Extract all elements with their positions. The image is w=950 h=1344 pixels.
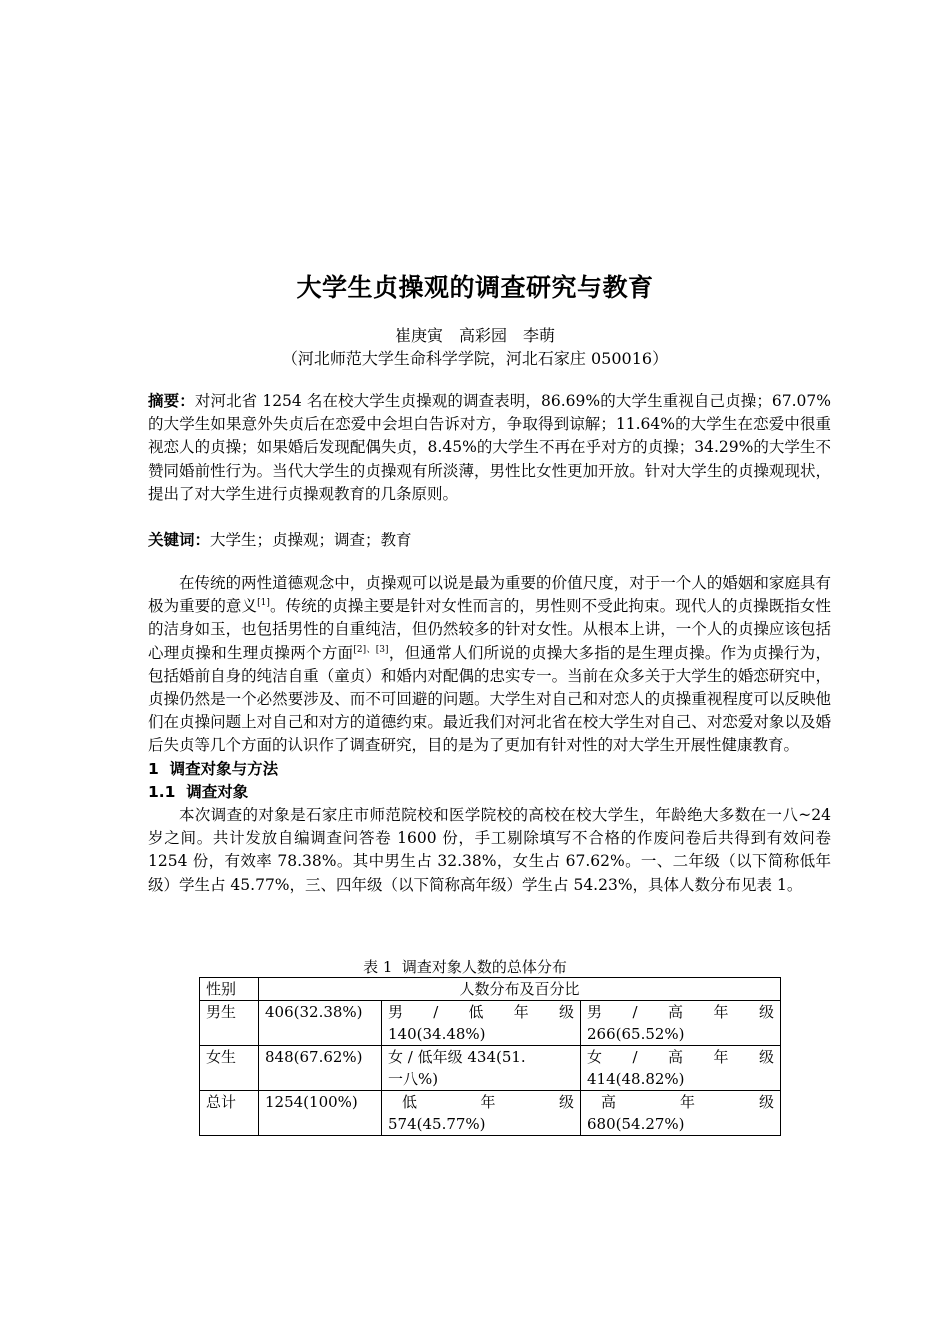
keywords-text: 大学生；贞操观；调查；教育 (210, 531, 412, 549)
keywords-label: 关键词： (148, 531, 211, 549)
cell-word: 年 (713, 1048, 729, 1066)
abstract-text: 对河北省 1254 名在校大学生贞操观的调查表明，86.69%的大学生重视自己贞操；67.07%的大学生如果意外失贞后在恋爱中会坦白告诉对方，争取得到谅解；11.64%的大学生在恋爱中很重视恋人的贞操；如果婚后发现配偶失贞，8.45%的大学生不再在乎对方的贞操；34.29%的大学生不赞同婚前性行为。当代大学生的贞操观有所淡薄，男性比女性更加开放。针对大学生的贞操观现状，提出了对大学生进行贞操观教育的几条原则。 (148, 392, 831, 503)
cell-word: 男 (388, 1003, 404, 1021)
citation-1: [1] (257, 598, 270, 609)
cell-gender: 男生 (200, 1001, 259, 1046)
section-heading-1: 1 调查对象与方法 (148, 759, 279, 778)
cell-word: 年 (679, 1093, 695, 1111)
keywords (148, 529, 831, 552)
cell-word: 高 (668, 1048, 684, 1066)
cell-value: 140(34.48%) (388, 1025, 486, 1043)
cell-word: 级 (758, 1093, 774, 1111)
abstract (148, 390, 831, 506)
table-row-total (200, 1091, 781, 1136)
intro-text-3: ，但通常人们所说的贞操大多指的是生理贞操。作为贞操行为，包括婚前自身的纯洁自重（童贞）和婚内对配偶的忠实专一。当前在众多关于大学生的婚恋研究中，贞操仍然是一个必然要涉及、而不可回避的问题。大学生对自己和对恋人的贞操重视程度可以反映他们在贞操问题上对自己和对方的道德约束。最近我们对河北省在校大学生对自己、对恋爱对象以及婚后失贞等几个方面的认识作了调查研究，目的是为了更加有针对性的对大学生开展性健康教育。 (148, 643, 831, 755)
table-caption: 表 1 调查对象人数的总体分布 (363, 958, 567, 976)
cell-total: 406(32.38%) (259, 1001, 382, 1046)
cell-low-grade (382, 1001, 581, 1046)
cell-gender: 总计 (200, 1091, 259, 1136)
cell-word: / (433, 1003, 439, 1021)
cell-word: 高 (668, 1003, 684, 1021)
cell-word: / (632, 1003, 638, 1021)
cell-word: 级 (758, 1003, 774, 1021)
cell-value: 一八%) (388, 1070, 439, 1088)
table-header-row (200, 978, 781, 1001)
abstract-label: 摘要： (148, 392, 195, 410)
cell-low-grade (382, 1046, 581, 1091)
cell-word: 低 (402, 1093, 418, 1111)
author-list: 崔庚寅 高彩园 李萌 (394, 326, 555, 345)
cell-word: / (632, 1048, 638, 1066)
intro-text-2: 。传统的贞操主要是针对女性而言的，男性则不受此拘束。现代人的贞操既指女性的洁身如玉，也包括男性的自重纯洁，但仍然较多的针对女性。从根本上讲，一个人的贞操应该包括心理贞操和生理贞操两个方面 (148, 597, 831, 662)
header-gender: 性别 (200, 978, 259, 1001)
cell-word: 级 (558, 1093, 574, 1111)
cell-word: 年 (480, 1093, 496, 1111)
cell-word: 女 / 低年级 434(51. (388, 1048, 526, 1066)
intro-paragraph (148, 572, 831, 758)
cell-word: 年 (513, 1003, 529, 1021)
cell-gender: 女生 (200, 1046, 259, 1091)
methods-paragraph: 本次调查的对象是石家庄市师范院校和医学院校的高校在校大学生，年龄绝大多数在一八~24 岁之间。共计发放自编调查问答卷 1600 份，手工剔除填写不合格的作废问卷后共得到有效问卷 1254 份，有效率 78.38%。其中男生占 32.38%，女生占 67.62%。一、二年级（以下简称低年级）学生占 45.77%，三、四年级（以下简称高年级）学生占 54.23%，具体人数分布见表 1。 (148, 806, 831, 894)
paper-title: 大学生贞操观的调查研究与教育 (296, 273, 654, 302)
cell-high-grade (581, 1091, 781, 1136)
cell-word: 低 (468, 1003, 484, 1021)
table-row-female (200, 1046, 781, 1091)
cell-word: 年 (713, 1003, 729, 1021)
distribution-table (199, 977, 781, 1136)
main-body (148, 572, 831, 897)
table-row-male (200, 1001, 781, 1046)
intro-text-1: 在传统的两性道德观念中，贞操观可以说是最为重要的价值尺度，对于一个人的婚姻和家庭具有极为重要的意义 (148, 574, 831, 616)
cell-high-grade (581, 1046, 781, 1091)
cell-word: 男 (587, 1003, 603, 1021)
cell-high-grade (581, 1001, 781, 1046)
cell-low-grade (382, 1091, 581, 1136)
cell-total: 848(67.62%) (259, 1046, 382, 1091)
cell-word: 级 (758, 1048, 774, 1066)
citation-2-3: [2]、[3] (353, 644, 389, 655)
cell-word: 高 (601, 1093, 617, 1111)
cell-word: 女 (587, 1048, 603, 1066)
affiliation: （河北师范大学生命科学学院，河北石家庄 050016） (281, 349, 669, 368)
cell-value: 680(54.27%) (587, 1115, 685, 1133)
header-distribution: 人数分布及百分比 (259, 978, 781, 1001)
cell-total: 1254(100%) (259, 1091, 382, 1136)
cell-value: 414(48.82%) (587, 1070, 685, 1088)
cell-value: 266(65.52%) (587, 1025, 685, 1043)
cell-value: 574(45.77%) (388, 1115, 486, 1133)
section-heading-1-1: 1.1 调查对象 (148, 782, 249, 801)
cell-word: 级 (558, 1003, 574, 1021)
